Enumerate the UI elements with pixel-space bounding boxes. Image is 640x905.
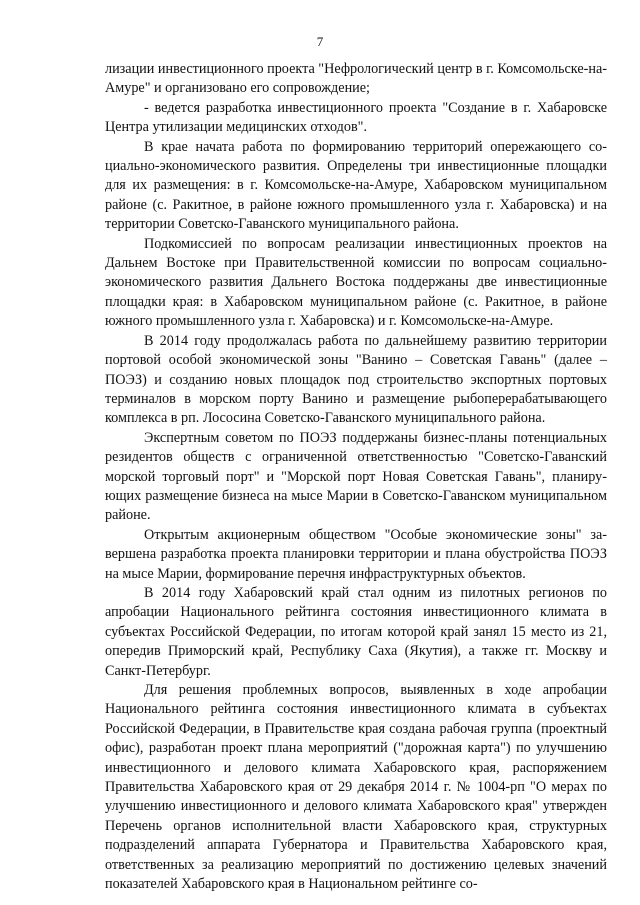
paragraph: - ведется разработка инвестиционного проекта "Создание в г. Хабаровске Центра утилизации медицинских отходов". bbox=[105, 99, 607, 136]
paragraph: Для решения проблемных вопросов, выявленных в ходе апробации Национального рейтинга состояния инвестиционного климата в субъектах Российской Федерации, в Правительстве края создана рабочая группа (проектный офис), разработан проект плана мероприятий ("дорожная карта") по улучшению инвестиционного и делового климата Хабаровского края, распоряжением Правительства Хабаровского края от 29 декабря 2014 г. № 1004-рп "О мерах по улучшению инвестиционного и делового климата Хабаровского края" утвержден Перечень органов исполнительной власти Хабаровского края, структурных подразделений аппарата Губернатора и Правительства Хабаровского края, ответственных за реализацию мероприятий по достижению целевых значений показателей Хабаровского края в Национальном рейтинге со- bbox=[105, 682, 607, 893]
paragraph: Экспертным советом по ПОЭЗ поддержаны бизнес-планы потенциальных резидентов обществ с ограниченной ответственностью "Советско-Гаванский морской торговый порт" и "Морской порт Новая Советская Гавань", планирующих размещение бизнеса на мысе Марии в Советско-Гаванском муниципальном районе. bbox=[105, 429, 607, 524]
page-number: 7 bbox=[316, 34, 324, 49]
paragraph: В крае начата работа по формированию территорий опережающего социально-экономического развития. Определены три инвестиционные площадки для их размещения: в г. Комсомольске-на-Амуре, Хабаровском муниципальном районе (с. Ракитное, в районе южного промышленного узла г. Хабаровска) и на территории Советско-Гаванского муниципального района. bbox=[105, 138, 607, 233]
paragraph: В 2014 году Хабаровский край стал одним из пилотных регионов по апробации Национального рейтинга состояния инвестиционного климата в субъектах Российской Федерации, по итогам которой край занял 15 место из 21, опередив Приморский край, Республику Саха (Якутия), а также гг. Москву и Санкт-Петербург. bbox=[105, 584, 607, 679]
paragraph: лизации инвестиционного проекта "Нефрологический центр в г. Комсомольске-на-Амуре" и организовано его сопровождение; bbox=[105, 61, 607, 97]
paragraph: Открытым акционерным обществом "Особые экономические зоны" завершена разработка проекта планировки территории и плана обустройства ПОЭЗ на мысе Марии, формирование перечня инфраструктурных объектов. bbox=[105, 526, 607, 582]
paragraph: Подкомиссией по вопросам реализации инвестиционных проектов на Дальнем Востоке при Правительственной комиссии по вопросам социально-экономического развития Дальнего Востока поддержаны две инвестиционные площадки края: в Хабаровском муниципальном районе (с. Ракитное, в районе южного промышленного узла г. Хабаровска) и г. Комсомольске-на-Амуре. bbox=[105, 235, 607, 330]
document-body bbox=[105, 60, 607, 894]
paragraph: В 2014 году продолжалась работа по дальнейшему развитию территории портовой особой экономической зоны "Ванино – Советская Гавань" (далее – ПОЭЗ) и созданию новых площадок под строительство экспортных портовых терминалов в морском порту Ванино и размещение рыбоперерабатывающего комплекса в рп. Лососина Советско-Гаванского муниципального района. bbox=[105, 332, 607, 427]
